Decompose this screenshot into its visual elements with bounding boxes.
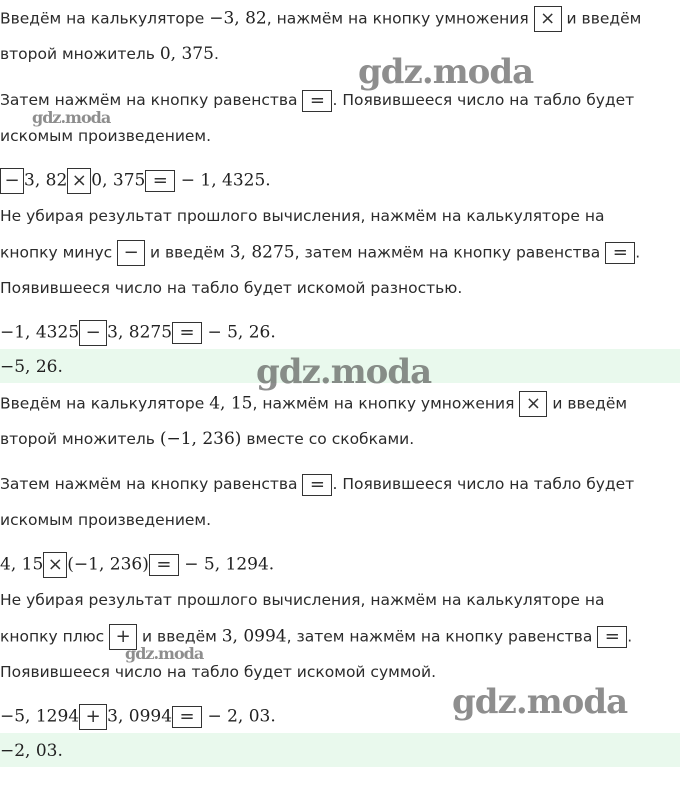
p1-line-5 (0, 204, 605, 228)
equals-key-icon: = (605, 242, 635, 264)
watermark-logo: gdz.moda (32, 108, 111, 127)
equals-key-icon: = (597, 626, 627, 648)
text: второй множитель (0, 45, 160, 63)
p1-answer: −5, 26. (0, 357, 63, 377)
plus-key-icon: + (79, 704, 107, 730)
text: Введём на калькуляторе (0, 394, 210, 413)
text: . (635, 243, 641, 262)
math-number: (−1, 236) (159, 429, 242, 449)
text: искомым произведением. (0, 127, 212, 145)
watermark-logo: gdz.moda (452, 682, 628, 722)
watermark-logo: gdz.moda (125, 644, 204, 663)
equals-key-icon: = (302, 90, 332, 112)
equals-key-icon: = (172, 706, 202, 728)
text: кнопку минус (0, 243, 118, 262)
math-number: 3, 8275 (107, 322, 173, 343)
text: и введём (547, 394, 628, 413)
text: , затем нажмём на кнопку равенства (286, 627, 598, 646)
text: . (627, 627, 633, 646)
text: Появившееся число на табло будет искомой разностью. (0, 279, 463, 297)
text: . (213, 45, 219, 63)
multiply-key-icon: × (43, 552, 67, 578)
p2-line-3 (0, 472, 634, 496)
math-number: 3, 0994 (107, 706, 173, 727)
equals-key-icon: = (172, 322, 202, 344)
watermark-logo: gdz.moda (256, 352, 432, 392)
p2-line-5 (0, 588, 605, 612)
p2-line-7 (0, 660, 436, 684)
p1-expression-2 (0, 320, 276, 346)
p2-answer: −2, 03. (0, 741, 63, 761)
math-result: − 5, 26. (207, 322, 276, 343)
math-result: − 5, 1294. (184, 554, 275, 575)
p2-expression-2 (0, 704, 276, 730)
text: и введём (137, 627, 222, 646)
multiply-key-icon: × (67, 168, 91, 194)
p2-line-4 (0, 508, 211, 532)
p2-line-1 (0, 391, 627, 417)
p1-line-2 (0, 42, 219, 66)
multiply-key-icon: × (519, 391, 547, 417)
math-number: −1, 4325 (0, 322, 80, 343)
p2-line-2 (0, 427, 414, 451)
watermark-logo: gdz.moda (358, 52, 534, 92)
text: Не убирая результат прошлого вычисления, нажмём на калькуляторе на (0, 207, 605, 225)
math-number: −3, 82 (209, 8, 267, 29)
p1-line-6 (0, 240, 640, 266)
p2-expression-1 (0, 552, 274, 578)
math-number: 3, 82 (24, 170, 68, 191)
text: искомым произведением. (0, 511, 212, 529)
math-number: 0, 375 (91, 170, 146, 191)
p1-expression-1 (0, 168, 271, 194)
equals-key-icon: = (149, 554, 179, 576)
text: второй множитель (0, 430, 160, 448)
math-result: − 2, 03. (207, 706, 276, 727)
text: кнопку плюс (0, 627, 110, 646)
text: Введём на калькуляторе (0, 9, 210, 28)
text: Затем нажмём на кнопку равенства (0, 91, 303, 109)
math-number: (−1, 236) (67, 554, 149, 575)
text: вместе со скобками. (241, 430, 415, 448)
math-number: 4, 15 (0, 554, 44, 575)
math-number: 4, 15 (209, 393, 253, 414)
text: Не убирая результат прошлого вычисления, нажмём на калькуляторе на (0, 591, 605, 609)
text: . Появившееся число на табло будет (332, 475, 635, 493)
text: и введём (561, 9, 642, 28)
minus-key-icon: − (0, 168, 24, 194)
p2-line-6 (0, 624, 632, 650)
text: Появившееся число на табло будет искомой суммой. (0, 663, 436, 681)
math-number: 3, 0994 (221, 626, 287, 647)
p1-line-7 (0, 276, 462, 300)
minus-key-icon: − (79, 320, 107, 346)
p2-answer-box (0, 733, 680, 767)
multiply-key-icon: × (534, 6, 562, 32)
text: , нажмём на кнопку умножения (266, 9, 534, 28)
text: Затем нажмём на кнопку равенства (0, 475, 303, 493)
math-number: 3, 8275 (229, 242, 295, 263)
text: . Появившееся число на табло будет (332, 91, 635, 109)
p1-line-4 (0, 124, 211, 148)
plus-key-icon: + (109, 624, 137, 650)
text: , нажмём на кнопку умножения (252, 394, 520, 413)
math-number: −5, 1294 (0, 706, 80, 727)
equals-key-icon: = (145, 170, 175, 192)
text: и введём (145, 243, 230, 262)
math-number: 0, 375 (159, 44, 214, 64)
equals-key-icon: = (302, 474, 332, 496)
minus-key-icon: − (117, 240, 145, 266)
math-result: − 1, 4325. (180, 170, 271, 191)
p1-line-1 (0, 6, 641, 32)
text: , затем нажмём на кнопку равенства (294, 243, 606, 262)
